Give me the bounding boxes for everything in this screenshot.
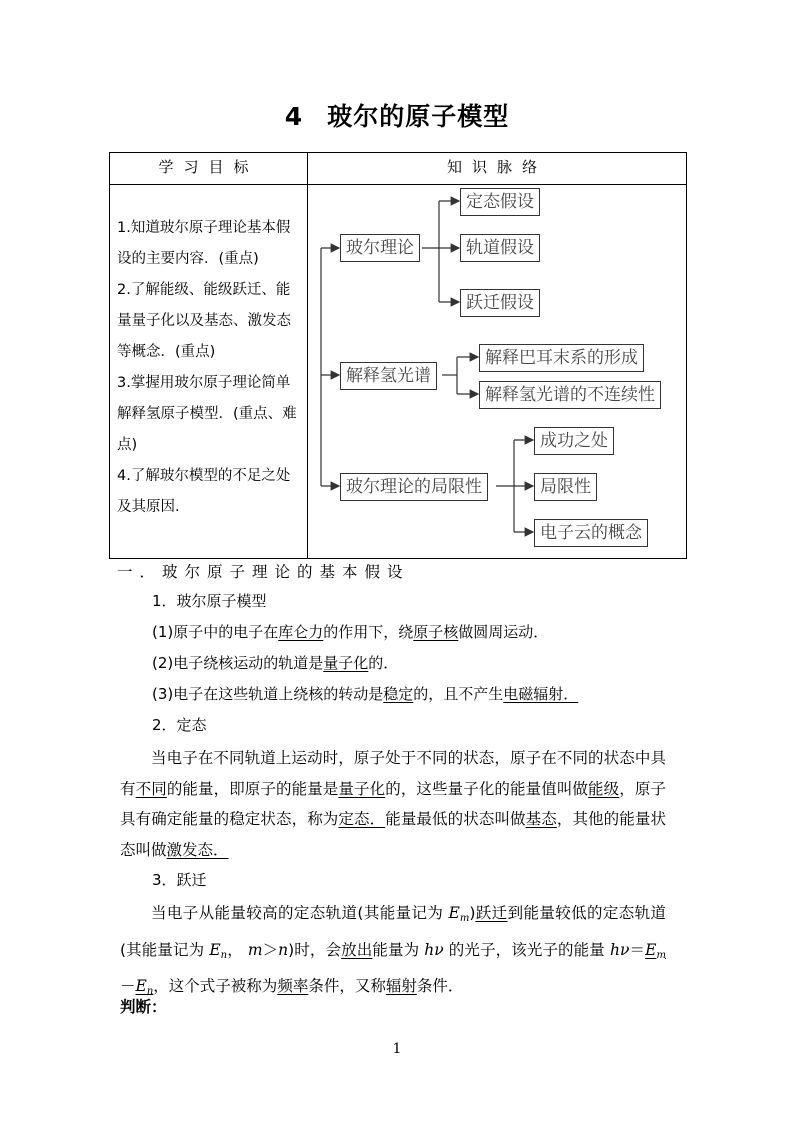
answer-underline: 激发态． (166, 840, 229, 859)
node-bohr-limitations: 玻尔理论的局限性 (340, 473, 488, 501)
node-successes: 成功之处 (534, 427, 614, 455)
node-bohr-theory: 玻尔理论 (340, 234, 420, 262)
node-discontinuous-spectrum: 解释氢光谱的不连续性 (479, 381, 661, 409)
answer-underline: 辐射 (385, 977, 417, 995)
answer-underline: 量子化 (338, 779, 386, 798)
node-balmer-series: 解释巴耳末系的形成 (479, 344, 644, 372)
page-title (0, 97, 794, 133)
answer-underline: 稳定 (383, 685, 414, 703)
subheading-bohr-model: 1．玻尔原子模型 (152, 592, 267, 610)
subheading-stationary-state: 2．定态 (152, 716, 207, 734)
answer-underline: 基态 (525, 810, 557, 828)
answer-underline: 电磁辐射． (503, 685, 579, 703)
answer-underline: $E_m$ (645, 940, 666, 961)
answer-underline: 跃迁 (475, 904, 508, 922)
answer-underline: 原子核 (413, 623, 459, 641)
text-line: (2)电子绕核运动的轨道是量子化的． (152, 654, 399, 672)
knowledge-mindmap (109, 152, 685, 557)
header-learning-goals: 学习目标 (158, 158, 259, 176)
answer-underline: 不同 (135, 779, 167, 798)
answer-underline: $E_n$ (135, 977, 154, 997)
goal-item: 3.掌握用玻尔原子理论简单解释氢原子模型．(重点、难点) (117, 375, 297, 453)
node-limitations: 局限性 (534, 473, 597, 501)
text-line: (1)原子中的电子在库仑力的作用下，绕原子核做圆周运动． (152, 623, 549, 641)
node-transition-hypothesis: 跃迁假设 (460, 289, 540, 317)
header-knowledge-map: 知识脉络 (446, 158, 547, 176)
node-stationary-state: 定态假设 (460, 188, 540, 216)
answer-underline: 库仑力 (278, 623, 324, 641)
answer-underline: 能级 (588, 779, 620, 798)
text-line: (3)电子在这些轨道上绕核的转动是稳定的，且不产生电磁辐射． (152, 685, 579, 703)
answer-underline: 频率 (277, 977, 309, 995)
section-heading: 一．玻尔原子理论的基本假设 (117, 563, 410, 581)
title-text: 玻尔的原子模型 (327, 102, 510, 131)
answer-underline: 放出 (341, 940, 373, 959)
node-orbit-hypothesis: 轨道假设 (460, 234, 540, 262)
paragraph-transition: 当电子从能量较高的定态轨道(其能量记为 $E_m$)跃迁到能量较低的定态轨道(其能量记为 $E_n$， m＞n)时，会放出能量为 hν 的光子，该光子的能量 $h\nu=E_m-E_n$，这个式子被称为频率条件，又称辐射条件． (120, 904, 666, 997)
goal-item: 4.了解玻尔模型的不足之处及其原因. (117, 468, 291, 515)
goal-item: 2.了解能级、能级跃迁、能量量子化以及基态、激发态等概念．(重点) (117, 282, 291, 360)
title-number: 4 (284, 102, 304, 131)
subheading-transition: 3．跃迁 (152, 871, 207, 889)
node-electron-cloud: 电子云的概念 (534, 519, 648, 547)
judge-heading: 判断： (120, 998, 167, 1016)
node-hydrogen-spectrum: 解释氢光谱 (340, 362, 437, 390)
paragraph-stationary-state: 当电子在不同轨道上运动时，原子处于不同的状态，原子在不同的状态中具有不同的能量，即原子的能量是量子化的，这些量子化的能量值叫做能级，原子具有确定能量的稳定状态，称为定态．能量最低的状态叫做基态，其他的能量状态叫做激发态． (120, 749, 666, 859)
page-number: 1 (392, 1041, 402, 1057)
answer-underline: 定态． (338, 810, 386, 828)
goal-item: 1.知道玻尔原子理论基本假设的主要内容．(重点) (117, 220, 291, 267)
answer-underline: 量子化 (323, 654, 369, 672)
